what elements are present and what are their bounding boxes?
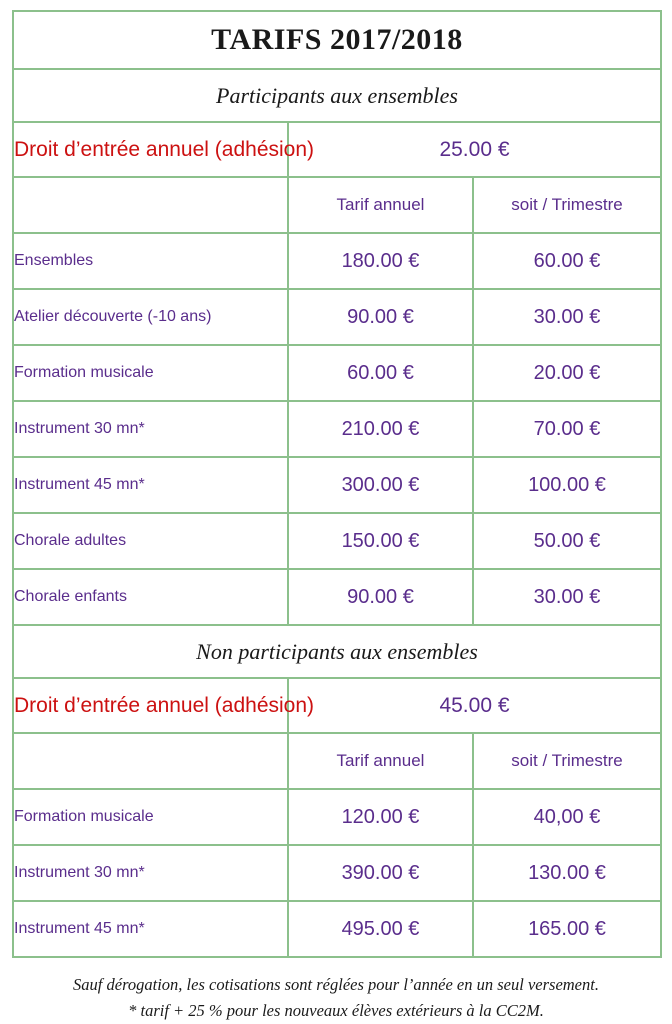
row-quarter-value: 100.00 € [473,457,661,513]
footnote-surcharge: * tarif + 25 % pour les nouveaux élèves extérieurs à la CC2M. [128,1000,544,1020]
table-row [13,401,661,457]
row-quarter-value: 70.00 € [473,401,661,457]
column-header-annual: Tarif annuel [288,733,473,789]
column-header-blank [13,177,288,233]
row-quarter-value: 20.00 € [473,345,661,401]
row-annual-value: 90.00 € [288,289,473,345]
table-row [13,789,661,845]
column-header-row [13,177,661,233]
adhesion-value-participants: 25.00 € [288,122,661,177]
section-heading-row [13,69,661,122]
table-row [13,233,661,289]
row-quarter-value: 130.00 € [473,845,661,901]
section-heading-non-participants: Non participants aux ensembles [13,625,661,678]
row-label: Formation musicale [13,789,288,845]
row-label: Instrument 45 mn* [13,901,288,957]
row-quarter-value: 30.00 € [473,289,661,345]
row-annual-value: 180.00 € [288,233,473,289]
adhesion-label-non-participants: Droit d’entrée annuel (adhésion) [13,678,288,733]
footnote-payment: Sauf dérogation, les cotisations sont réglées pour l’année en un seul versement. [73,975,599,994]
column-header-annual: Tarif annuel [288,177,473,233]
title-row [13,11,661,69]
adhesion-row [13,122,661,177]
row-quarter-value: 165.00 € [473,901,661,957]
table-row [13,569,661,625]
tariff-table [12,10,662,958]
row-label: Ensembles [13,233,288,289]
row-label: Instrument 45 mn* [13,457,288,513]
row-annual-value: 495.00 € [288,901,473,957]
column-header-quarter: soit / Trimestre [473,177,661,233]
table-row [13,289,661,345]
page-title: TARIFS 2017/2018 [13,11,661,69]
table-row [13,845,661,901]
row-quarter-value: 50.00 € [473,513,661,569]
column-header-row [13,733,661,789]
column-header-quarter: soit / Trimestre [473,733,661,789]
row-annual-value: 210.00 € [288,401,473,457]
table-row [13,457,661,513]
row-annual-value: 60.00 € [288,345,473,401]
column-header-blank [13,733,288,789]
row-annual-value: 90.00 € [288,569,473,625]
table-row [13,513,661,569]
row-annual-value: 150.00 € [288,513,473,569]
row-label: Chorale enfants [13,569,288,625]
row-label: Formation musicale [13,345,288,401]
row-quarter-value: 40,00 € [473,789,661,845]
table-row [13,345,661,401]
section-heading-row [13,625,661,678]
row-quarter-value: 60.00 € [473,233,661,289]
adhesion-row [13,678,661,733]
adhesion-label-participants: Droit d’entrée annuel (adhésion) [13,122,288,177]
table-row [13,901,661,957]
footnotes [12,972,660,1023]
adhesion-value-non-participants: 45.00 € [288,678,661,733]
row-quarter-value: 30.00 € [473,569,661,625]
row-label: Chorale adultes [13,513,288,569]
row-label: Instrument 30 mn* [13,401,288,457]
row-annual-value: 120.00 € [288,789,473,845]
row-label: Instrument 30 mn* [13,845,288,901]
row-annual-value: 390.00 € [288,845,473,901]
row-annual-value: 300.00 € [288,457,473,513]
section-heading-participants: Participants aux ensembles [13,69,661,122]
row-label: Atelier découverte (-10 ans) [13,289,288,345]
